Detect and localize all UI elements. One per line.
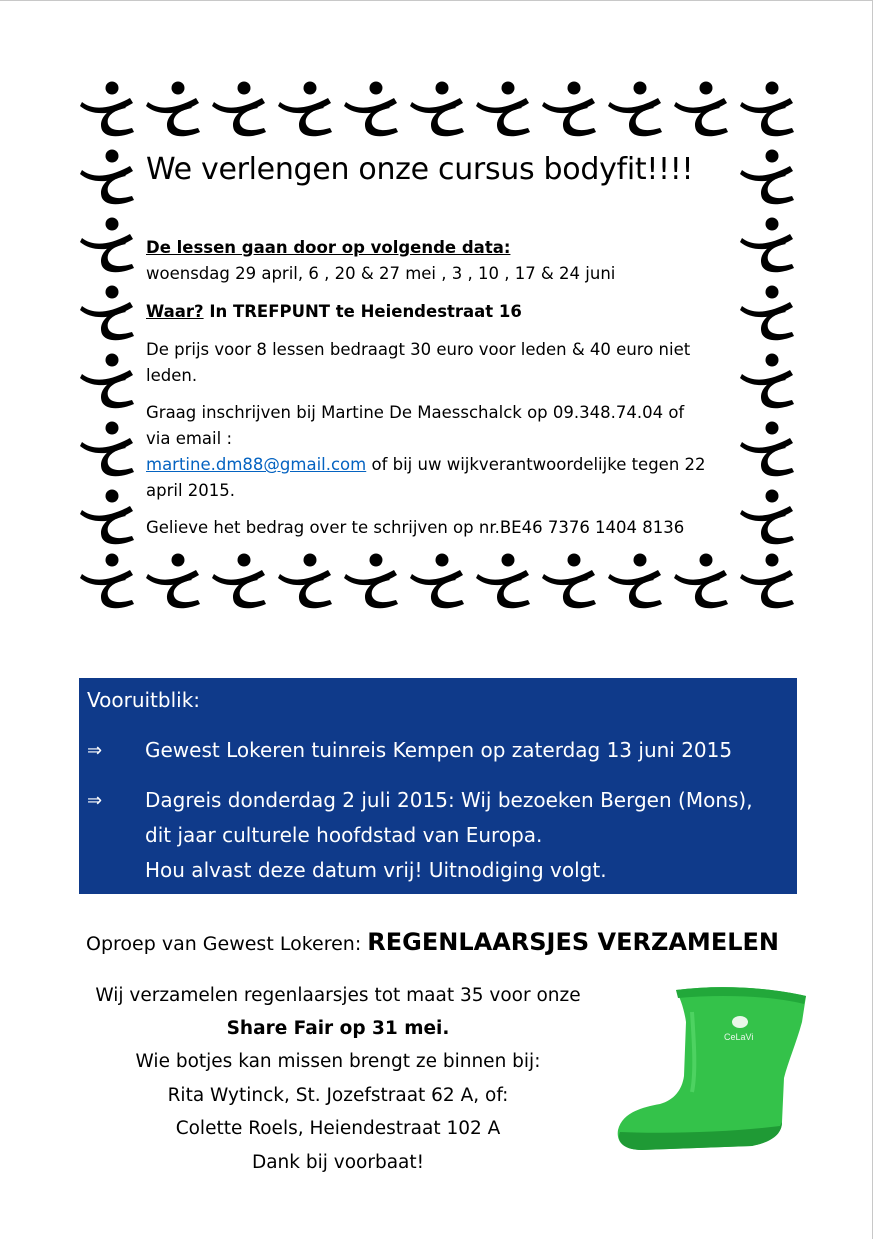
dancer-icon bbox=[78, 352, 136, 412]
vooruitblik-item-2-line-3: Hou alvast deze datum vrij! Uitnodiging volgt. bbox=[145, 858, 607, 882]
price-line-2: leden. bbox=[146, 366, 198, 385]
register-line-3-rest: of bij uw wijkverantwoordelijke tegen 22 bbox=[366, 455, 706, 474]
dancer-icon bbox=[78, 216, 136, 276]
dancer-icon bbox=[738, 552, 796, 612]
oproep-intro: Oproep van Gewest Lokeren: bbox=[86, 933, 368, 955]
dancer-icon bbox=[540, 80, 598, 140]
dancer-icon bbox=[276, 80, 334, 140]
dancer-icon bbox=[408, 552, 466, 612]
vooruitblik-item-2-line-2: dit jaar culturele hoofdstad van Europa. bbox=[145, 823, 543, 847]
dancer-icon bbox=[672, 552, 730, 612]
dancer-icon bbox=[738, 420, 796, 480]
dancer-icon bbox=[738, 216, 796, 276]
dancer-icon bbox=[78, 148, 136, 208]
dancer-icon bbox=[738, 488, 796, 548]
register-line-1: Graag inschrijven bij Martine De Maesschalck op 09.348.74.04 of bbox=[146, 403, 685, 422]
bodyfit-title: We verlengen onze cursus bodyfit!!!! bbox=[146, 152, 694, 187]
dancer-icon bbox=[672, 80, 730, 140]
dancer-icon bbox=[606, 80, 664, 140]
dancer-icon bbox=[738, 284, 796, 344]
vooruitblik-title: Vooruitblik: bbox=[87, 688, 201, 712]
oproep-line-2: Share Fair op 31 mei. bbox=[226, 1018, 450, 1039]
dancer-icon bbox=[78, 420, 136, 480]
where-label: Waar? bbox=[146, 302, 204, 321]
oproep-line-5: Colette Roels, Heiendestraat 102 A bbox=[175, 1118, 501, 1139]
dancer-icon bbox=[738, 352, 796, 412]
dancer-icon bbox=[540, 552, 598, 612]
register-line-3 bbox=[146, 452, 706, 478]
dancer-icon bbox=[210, 80, 268, 140]
dancer-icon bbox=[78, 80, 136, 140]
vooruitblik-item-1: Gewest Lokeren tuinreis Kempen op zaterdag 13 juni 2015 bbox=[145, 738, 733, 762]
oproep-line-1: Wij verzamelen regenlaarsjes tot maat 35 voor onze bbox=[95, 985, 581, 1006]
rain-boot-image bbox=[612, 982, 812, 1154]
arrow-icon: ⇒ bbox=[87, 740, 103, 761]
oproep-line-3: Wie botjes kan missen brengt ze binnen bij: bbox=[135, 1051, 541, 1072]
register-line-2: via email : bbox=[146, 429, 233, 448]
dancer-icon bbox=[78, 552, 136, 612]
dancer-icon bbox=[738, 148, 796, 208]
oproep-line-6: Dank bij voorbaat! bbox=[251, 1152, 425, 1173]
email-link[interactable]: martine.dm88@gmail.com bbox=[146, 455, 367, 474]
register-line-4: april 2015. bbox=[146, 481, 236, 500]
dancer-icon bbox=[144, 552, 202, 612]
price-line-1: De prijs voor 8 lessen bedraagt 30 euro voor leden & 40 euro niet bbox=[146, 340, 691, 359]
dancer-icon bbox=[78, 488, 136, 548]
dancer-icon bbox=[210, 552, 268, 612]
dancer-icon bbox=[606, 552, 664, 612]
dancer-icon bbox=[144, 80, 202, 140]
vooruitblik-item-2-line-1: Dagreis donderdag 2 juli 2015: Wij bezoeken Bergen (Mons), bbox=[145, 788, 753, 812]
dates-text: woensdag 29 april, 6 , 20 & 27 mei , 3 , 10 , 17 & 24 juni bbox=[146, 264, 616, 283]
where-line bbox=[146, 299, 522, 325]
arrow-icon: ⇒ bbox=[87, 790, 103, 811]
dancer-icon bbox=[738, 80, 796, 140]
dates-heading: De lessen gaan door op volgende data: bbox=[146, 238, 511, 257]
dancer-icon bbox=[342, 80, 400, 140]
dancer-icon bbox=[474, 552, 532, 612]
dancer-icon bbox=[342, 552, 400, 612]
oproep-line-4: Rita Wytinck, St. Jozefstraat 62 A, of: bbox=[167, 1085, 509, 1106]
oproep-heading bbox=[86, 928, 779, 956]
oproep-title: REGENLAARSJES VERZAMELEN bbox=[367, 928, 779, 956]
where-value: In TREFPUNT te Heiendestraat 16 bbox=[203, 302, 522, 321]
dancer-icon bbox=[78, 284, 136, 344]
dancer-icon bbox=[408, 80, 466, 140]
dancer-icon bbox=[276, 552, 334, 612]
payment-text: Gelieve het bedrag over te schrijven op nr.BE46 7376 1404 8136 bbox=[146, 518, 685, 537]
vooruitblik-box bbox=[79, 678, 797, 894]
dancer-icon bbox=[474, 80, 532, 140]
boot-brand: CeLaVi bbox=[724, 1032, 754, 1042]
